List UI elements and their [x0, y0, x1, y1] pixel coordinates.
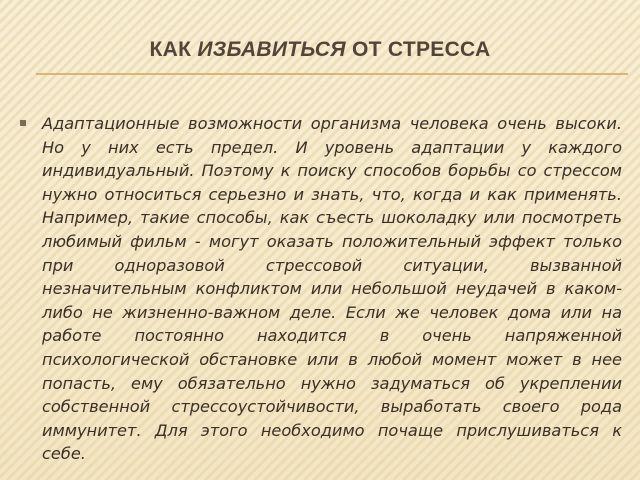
page-title	[0, 36, 640, 64]
title-part-1: КАК	[149, 38, 198, 61]
content-area	[20, 112, 622, 464]
title-part-3: ОТ СТРЕССА	[345, 38, 491, 61]
title-part-2: ИЗБАВИТЬСЯ	[197, 38, 346, 61]
body-paragraph: Адаптационные возможности организма человека очень высоки. Но у них есть предел. И уровень адаптации у каждого индивидуальный. Поэтому к поиску способов борьбы со стрессом нужно относиться серьезно и знать, что, когда и как применять. Например, такие способы, как съесть шоколадку или посмотреть любимый фильм - могут оказать положительный эффект только при одноразовой стрессовой ситуации, вызванной незначительным конфликтом или небольшой неудачей в каком-либо не жизненно-важном деле. Если же человек дома или на работе постоянно находится в очень напряженной психологической обстановке или в любой момент может в нее попасть, ему обязательно нужно задуматься об укреплении собственной стрессоустойчивости, выработать своего рода иммунитет. Для этого необходимо почаще прислушиваться к себе.	[42, 114, 622, 464]
title-divider	[36, 73, 628, 75]
bullet-icon	[20, 120, 26, 126]
